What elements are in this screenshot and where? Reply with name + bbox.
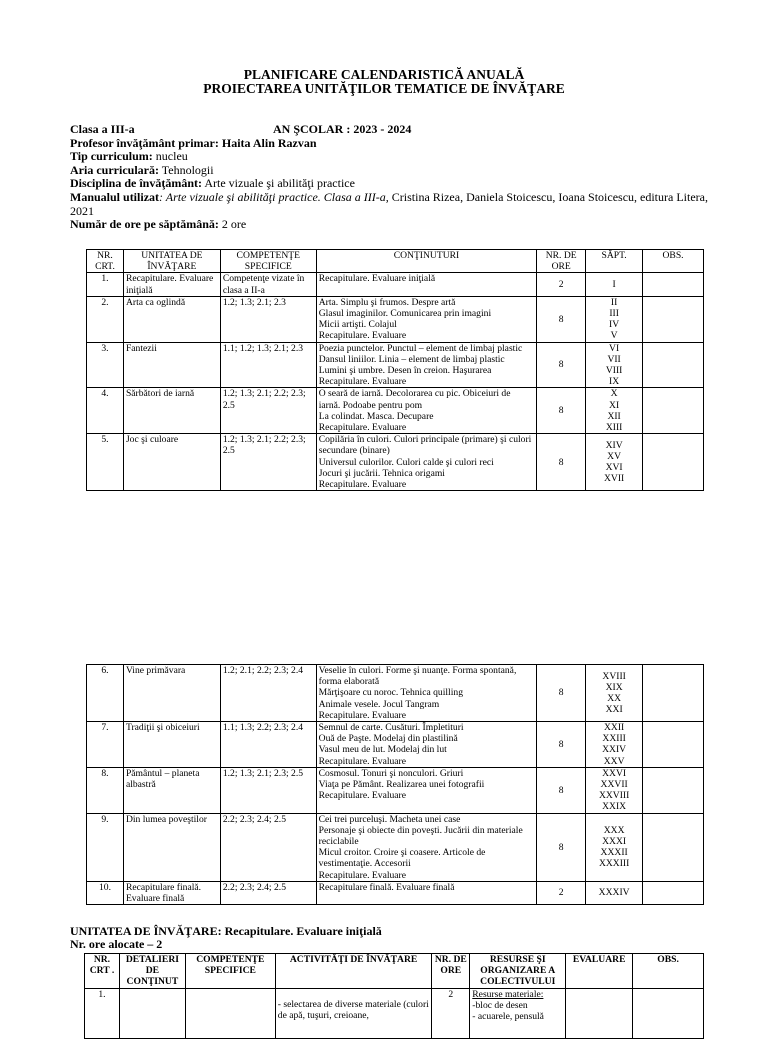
content-line: Recapitulare. Evaluare: [318, 422, 407, 434]
table-row: [87, 813, 704, 881]
cell-nr: 6.: [87, 665, 124, 722]
cell-hours: 8: [537, 296, 586, 342]
content-line: Dansul liniilor. Linia – element de limbaj plastic: [318, 353, 505, 365]
header-hours: NR. DE ORE: [537, 250, 586, 273]
content-line: Jocuri şi jucării. Tehnica origami: [318, 467, 445, 479]
week-label: XV: [607, 451, 622, 463]
document-meta: [70, 123, 710, 232]
detail-header-activities: ACTIVITĂŢI DE ÎNVĂŢARE: [275, 954, 432, 989]
unit-hours: Nr. ore alocate – 2: [70, 937, 163, 951]
cell-competences: 1.2; 2.1; 2.2; 2.3; 2.4: [220, 665, 316, 722]
cell-unit: Joc şi culoare: [123, 434, 220, 491]
week-label: XXXIV: [598, 887, 630, 899]
table-row: [87, 388, 704, 434]
cell-hours: 8: [537, 388, 586, 434]
detail-cell-obs: [633, 988, 704, 1038]
cell-nr: 5.: [87, 434, 124, 491]
header-competences: COMPETENŢE SPECIFICE: [220, 250, 316, 273]
week-label: V: [610, 330, 618, 342]
detail-cell-competences: [185, 988, 275, 1038]
content-line: Recapitulare finală. Evaluare finală: [318, 881, 455, 893]
cell-obs: [643, 296, 704, 342]
content-line: Animale vesele. Jocul Tangram: [318, 698, 440, 710]
table-header-row: [87, 250, 704, 273]
area-value: Tehnologii: [158, 162, 214, 177]
content-line: La colindat. Masca. Decupare: [318, 410, 434, 422]
content-line: Recapitulare. Evaluare: [318, 869, 407, 881]
table-row: [87, 722, 704, 768]
week-label: XI: [609, 399, 620, 411]
detail-cell-evaluation: [566, 988, 633, 1038]
area-label: Aria curriculară:: [70, 162, 159, 177]
cell-contents: [316, 296, 537, 342]
detail-cell-details: [119, 988, 185, 1038]
hours-label: Număr de ore pe săptămână:: [70, 217, 219, 232]
annual-plan-table-part1: [86, 249, 704, 491]
cell-weeks: [586, 434, 643, 491]
week-label: XIV: [605, 439, 623, 451]
table-row: [87, 881, 704, 904]
detail-cell-hours: 2: [432, 988, 470, 1038]
cell-contents: [316, 767, 537, 813]
content-line: Recapitulare. Evaluare: [318, 330, 407, 342]
week-label: IV: [609, 319, 620, 331]
cell-nr: 2.: [87, 296, 124, 342]
cell-nr: 10.: [87, 881, 124, 904]
cell-contents: [316, 388, 537, 434]
week-label: XXVII: [600, 779, 628, 791]
week-label: IX: [609, 376, 620, 388]
table-row: [87, 665, 704, 722]
manual-authors: Cristina Rizea, Daniela Stoicescu, Ioana Stoicescu, editura Litera, 2021: [70, 189, 708, 218]
cell-contents: [316, 665, 537, 722]
header-unit: UNITATEA DE ÎNVĂŢARE: [123, 250, 220, 273]
detail-cell-resources: [470, 988, 566, 1038]
content-line: Cosmosul. Tonuri şi nonculori. Griuri: [318, 767, 464, 779]
teacher-line: Profesor învăţământ primar: Haita Alin Razvan: [70, 135, 317, 150]
cell-unit: Vine primăvara: [123, 665, 220, 722]
content-line: Poezia punctelor. Punctul – element de limbaj plastic: [318, 342, 523, 354]
cell-weeks: [586, 813, 643, 881]
cell-weeks: [586, 388, 643, 434]
week-label: XXVIII: [598, 790, 630, 802]
cell-weeks: [586, 881, 643, 904]
school-year: AN ŞCOLAR : 2023 - 2024: [273, 122, 412, 136]
content-line: Glasul imaginilor. Comunicarea prin imagini: [318, 308, 492, 320]
annual-plan-table-part2: [86, 664, 704, 905]
detail-header-competences: COMPETENŢE SPECIFICE: [185, 954, 275, 989]
cell-unit: Recapitulare. Evaluare iniţială: [123, 273, 220, 296]
week-label: I: [612, 279, 616, 290]
cell-competences: 1.2; 1.3; 2.1; 2.2; 2.3; 2.5: [220, 434, 316, 491]
cell-competences: 1.2; 1.3; 2.1; 2.2; 2.3; 2.5: [220, 388, 316, 434]
week-label: XXIII: [602, 733, 626, 745]
week-label: II: [610, 296, 618, 308]
content-line: Semnul de carte. Cusături. Împletituri: [318, 722, 464, 734]
cell-nr: 9.: [87, 813, 124, 881]
cell-weeks: [586, 273, 643, 296]
header-obs: OBS.: [643, 250, 704, 273]
cell-contents: [316, 813, 537, 881]
content-line: Recapitulare. Evaluare: [318, 755, 407, 767]
cell-competences: Competenţe vizate în clasa a II-a: [220, 273, 316, 296]
cell-obs: [643, 767, 704, 813]
cell-nr: 7.: [87, 722, 124, 768]
header-contents: CONŢINUTURI: [316, 250, 537, 273]
manual-title: : Arte vizuale şi abilităţi practice. Clasa a III-a,: [159, 189, 389, 204]
content-line: Personaje şi obiecte din poveşti. Jucării din materiale reciclabile: [318, 824, 523, 848]
discipline-label: Disciplina de învăţământ:: [70, 176, 203, 191]
cell-hours: 8: [537, 767, 586, 813]
cell-hours: 8: [537, 722, 586, 768]
table-row: [85, 988, 704, 1038]
week-label: XXXII: [600, 847, 628, 859]
week-label: XXIV: [602, 744, 627, 756]
cell-hours: 2: [537, 273, 586, 296]
week-label: VIII: [605, 365, 623, 377]
cell-weeks: [586, 342, 643, 388]
curriculum-label: Tip curriculum:: [70, 149, 153, 164]
cell-contents: [316, 881, 537, 904]
detail-cell-nr: 1.: [85, 988, 120, 1038]
cell-hours: 8: [537, 434, 586, 491]
content-line: Recapitulare. Evaluare: [318, 709, 407, 721]
detail-header-hours: NR. DE ORE: [432, 954, 470, 989]
cell-competences: 1.2; 1.3; 2.1; 2.3: [220, 296, 316, 342]
cell-obs: [643, 881, 704, 904]
week-label: XXXIII: [598, 858, 630, 870]
cell-contents: [316, 342, 537, 388]
cell-hours: 8: [537, 813, 586, 881]
unit-detail-table: [84, 953, 704, 1039]
content-line: Cei trei purceluşi. Macheta unei case: [318, 813, 461, 825]
table-row: [87, 434, 704, 491]
cell-weeks: [586, 296, 643, 342]
resource-item: -bloc de desen: [472, 999, 528, 1011]
content-line: Lumini şi umbre. Desen în creion. Haşurarea: [318, 365, 492, 377]
detail-header-nr: NR. CRT .: [85, 954, 120, 989]
table-row: [87, 342, 704, 388]
cell-contents: [316, 273, 537, 296]
week-label: XXXI: [602, 836, 627, 848]
resources-title: Resurse materiale:: [472, 988, 544, 1000]
content-line: O seară de iarnă. Decolorarea cu pic. Obiceiuri de iarnă. Podoabe pentru pom: [318, 388, 511, 411]
week-label: XVI: [605, 462, 623, 474]
cell-obs: [643, 665, 704, 722]
manual-label: Manualul utilizat: [70, 189, 160, 204]
class-label: Clasa a III-a: [70, 122, 135, 136]
detail-cell-activities: - selectarea de diverse materiale (culori de apă, tuşuri, creioane,: [275, 988, 432, 1038]
cell-hours: 8: [537, 665, 586, 722]
content-line: Ouă de Paşte. Modelaj din plastilină: [318, 733, 458, 745]
cell-hours: 8: [537, 342, 586, 388]
cell-unit: Recapitulare finală. Evaluare finală: [123, 881, 220, 904]
cell-hours: 2: [537, 881, 586, 904]
week-label: III: [609, 308, 619, 320]
cell-unit: Sărbători de iarnă: [123, 388, 220, 434]
content-line: Micii artişti. Colajul: [318, 319, 397, 331]
week-label: XX: [607, 693, 622, 704]
header-weeks: SĂPT.: [586, 250, 643, 273]
header-nr: NR. CRT.: [87, 250, 124, 273]
cell-competences: 2.2; 2.3; 2.4; 2.5: [220, 813, 316, 881]
week-label: XII: [607, 410, 621, 422]
content-line: Veselie în culori. Forme şi nuanţe. Forma spontană, forma elaborată: [318, 665, 517, 688]
cell-weeks: [586, 722, 643, 768]
content-line: Universul culorilor. Culori calde şi culori reci: [318, 456, 494, 468]
week-label: XXIX: [602, 801, 627, 813]
discipline-value: Arte vizuale şi abilităţi practice: [202, 176, 355, 191]
detail-header-details: DETALIERI DE CONŢINUT: [119, 954, 185, 989]
content-line: Vasul meu de lut. Modelaj din lut: [318, 744, 447, 756]
table-row: [87, 296, 704, 342]
content-line: Mărţişoare cu noroc. Tehnica quilling: [318, 687, 463, 699]
content-line: Recapitulare. Evaluare: [318, 376, 407, 388]
cell-nr: 8.: [87, 767, 124, 813]
cell-unit: Din lumea poveştilor: [123, 813, 220, 881]
week-label: XVII: [603, 473, 625, 485]
cell-unit: Fantezii: [123, 342, 220, 388]
content-line: Recapitulare. Evaluare iniţială: [318, 273, 436, 285]
content-line: Copilăria în culori. Culori principale (primare) şi culori secundare (binare): [318, 434, 532, 457]
cell-contents: [316, 434, 537, 491]
cell-competences: 1.1; 1.3; 2.2; 2.3; 2.4: [220, 722, 316, 768]
content-line: Viaţa pe Pământ. Realizarea unei fotografii: [318, 779, 485, 791]
cell-nr: 3.: [87, 342, 124, 388]
content-line: Recapitulare. Evaluare: [318, 790, 407, 802]
cell-obs: [643, 722, 704, 768]
table-row: [87, 767, 704, 813]
week-label: VI: [609, 342, 620, 354]
cell-obs: [643, 388, 704, 434]
detail-header-obs: OBS.: [633, 954, 704, 989]
detail-header-evaluation: EVALUARE: [566, 954, 633, 989]
week-label: VII: [607, 353, 621, 365]
curriculum-value: nucleu: [152, 149, 188, 164]
document-subtitle: PROIECTAREA UNITĂŢILOR TEMATICE DE ÎNVĂŢARE: [203, 81, 565, 96]
week-label: XIII: [605, 422, 623, 434]
table-row: [87, 273, 704, 296]
week-label: XXVI: [602, 767, 627, 779]
cell-weeks: [586, 767, 643, 813]
week-label: XIX: [605, 681, 623, 693]
cell-unit: Tradiţii şi obiceiuri: [123, 722, 220, 768]
document-title: PLANIFICARE CALENDARISTICĂ ANUALĂ: [243, 67, 525, 82]
cell-nr: 4.: [87, 388, 124, 434]
cell-competences: 1.2; 1.3; 2.1; 2.3; 2.5: [220, 767, 316, 813]
cell-obs: [643, 434, 704, 491]
hours-value: 2 ore: [218, 217, 247, 232]
week-label: XXI: [605, 704, 623, 716]
unit-heading: UNITATEA DE ÎNVĂŢARE: Recapitulare. Evaluare iniţială: [70, 924, 382, 938]
content-line: Micul croitor. Croire şi coasere. Articole de vestimentaţie. Accesorii: [318, 847, 486, 870]
week-label: XXII: [604, 722, 625, 734]
cell-weeks: [586, 665, 643, 722]
cell-competences: 1.1; 1.2; 1.3; 2.1; 2.3: [220, 342, 316, 388]
week-label: XXX: [603, 824, 625, 836]
content-line: Arta. Simplu şi frumos. Despre artă: [318, 296, 456, 308]
detail-header-resources: RESURSE ŞI ORGANIZARE A COLECTIVULUI: [470, 954, 566, 989]
cell-obs: [643, 813, 704, 881]
cell-obs: [643, 342, 704, 388]
resource-item: - acuarele, pensulă: [472, 1011, 544, 1023]
cell-unit: Pământul – planeta albastră: [123, 767, 220, 813]
content-line: Recapitulare. Evaluare: [318, 479, 407, 491]
week-label: X: [610, 388, 618, 400]
cell-contents: [316, 722, 537, 768]
cell-competences: 2.2; 2.3; 2.4; 2.5: [220, 881, 316, 904]
cell-unit: Arta ca oglindă: [123, 296, 220, 342]
week-label: XXV: [603, 755, 625, 767]
cell-nr: 1.: [87, 273, 124, 296]
detail-header-row: [85, 954, 704, 989]
week-label: XVIII: [602, 670, 626, 682]
cell-obs: [643, 273, 704, 296]
